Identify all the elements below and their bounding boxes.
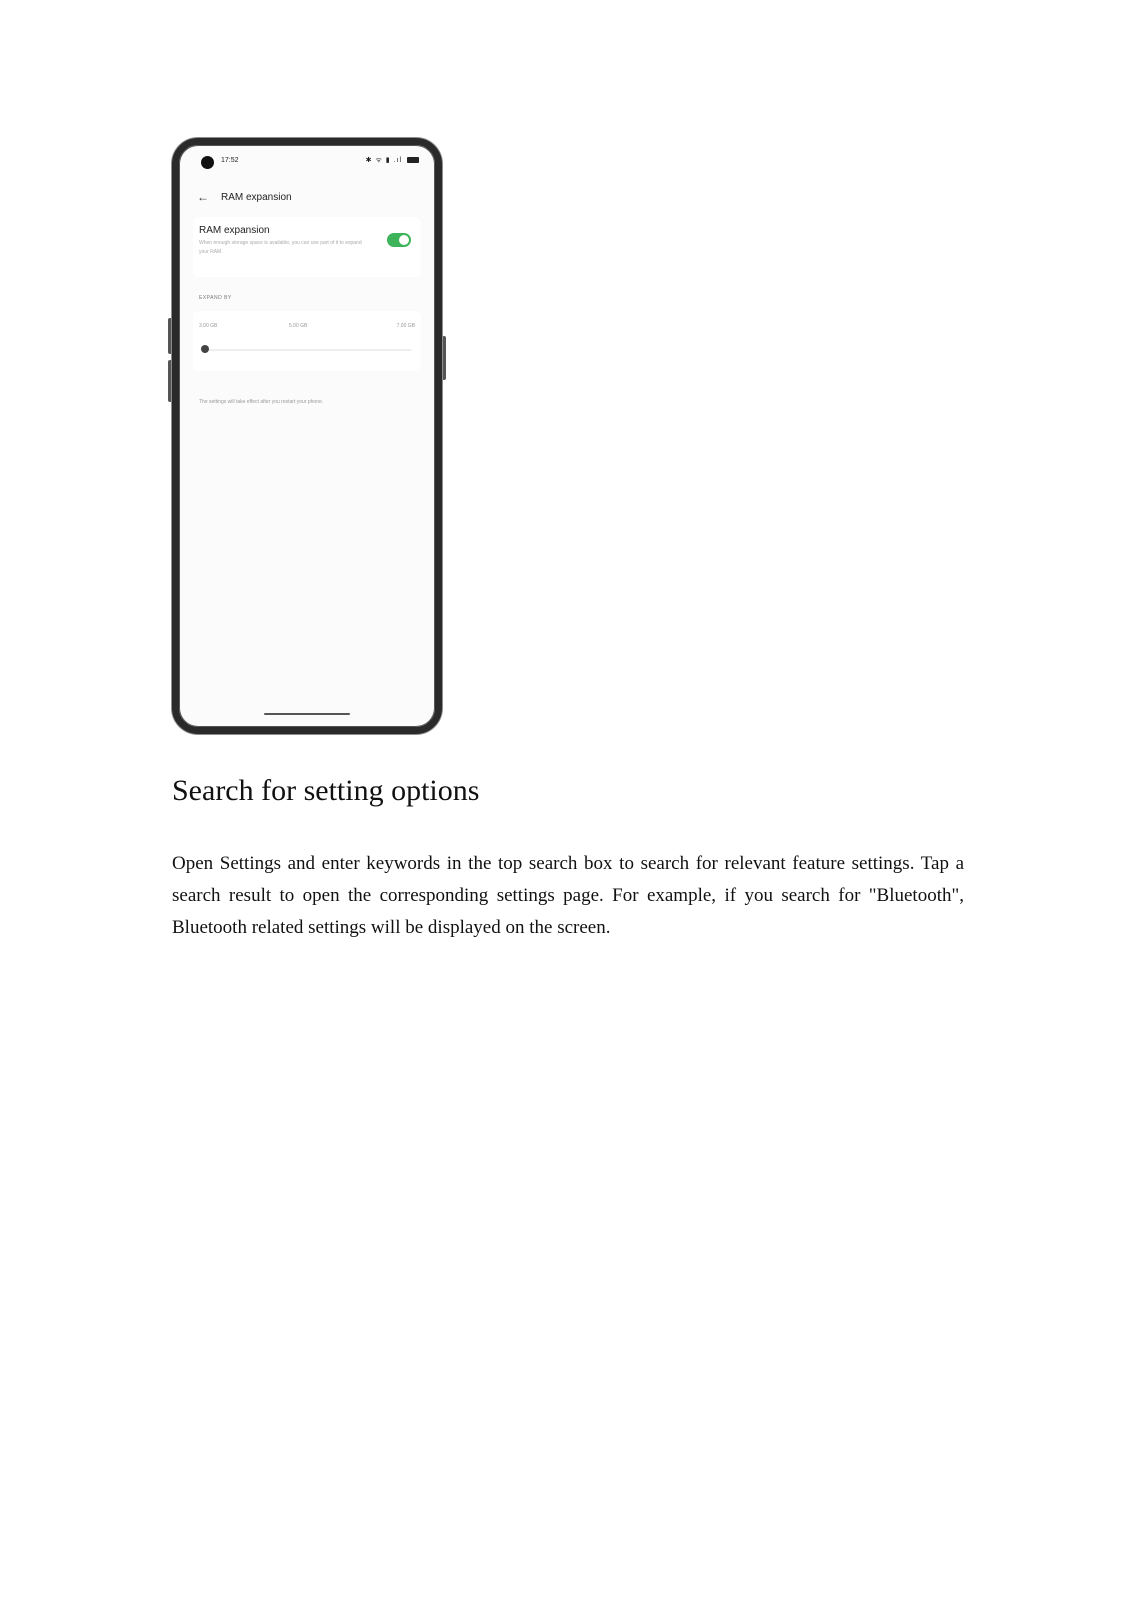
ram-expansion-description: When enough storage space is available, you can use part of it to expand your RAM. <box>199 240 362 255</box>
status-icon-glyphs: ✱ ᯤ ▮ .ıl <box>365 157 403 164</box>
slider-tick-label: 5.00 GB <box>289 323 308 329</box>
slider-track[interactable] <box>203 349 411 351</box>
slider-thumb[interactable] <box>201 345 209 353</box>
body-paragraph: Open Settings and enter keywords in the top search box to search for relevant feature settings. Tap a search result to open the corresponding settings page. For example, if you search for "Bluetooth", Bluetooth related settings will be displayed on the screen. <box>172 853 964 938</box>
restart-note: The settings will take effect after you restart your phone. <box>199 399 324 405</box>
ram-slider-card <box>193 311 421 371</box>
screen-title: RAM expansion <box>221 192 292 203</box>
status-icons <box>366 156 419 165</box>
power-button <box>442 336 446 380</box>
expand-by-label: EXPAND BY <box>199 295 232 301</box>
slider-tick-label: 3.00 GB <box>199 323 218 329</box>
phone-mockup <box>172 138 442 734</box>
slider-tick-label: 7.00 GB <box>396 323 415 329</box>
arrow-left-icon[interactable]: ← <box>197 190 209 204</box>
phone-screen <box>179 145 435 727</box>
ram-expansion-toggle[interactable] <box>387 233 411 247</box>
section-heading: Search for setting options <box>172 774 480 807</box>
home-indicator[interactable] <box>264 713 350 715</box>
ram-expansion-title: RAM expansion <box>199 225 270 236</box>
ram-expansion-card <box>193 217 421 277</box>
status-time: 17:52 <box>221 157 239 164</box>
battery-icon <box>407 157 419 163</box>
front-camera-icon <box>201 156 214 169</box>
